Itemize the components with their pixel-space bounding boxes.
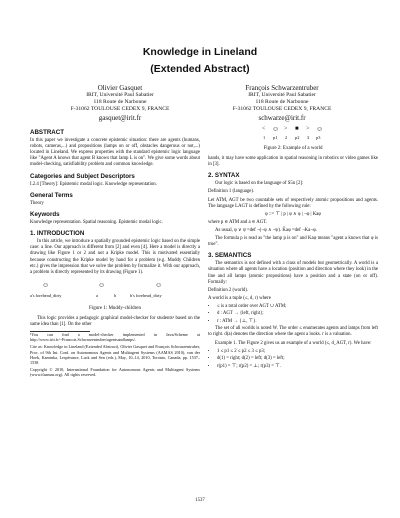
paper-subtitle: (Extended Abstract)	[150, 63, 250, 75]
lamp-icon: ☺	[272, 125, 280, 133]
right-column	[208, 124, 378, 371]
lamp-icon: ☺	[155, 280, 163, 289]
syntax-abbreviations: As usual, φ ∨ ψ =def ¬(¬φ ∧ ¬ψ). K̂aφ =def ¬Ka¬φ.	[215, 227, 317, 233]
footnote: ¹You can find a model-checker implemented in Java/Scheme at http://www.irit.fr/~Francois.Schwarzentruber/agentsandlamps/.	[30, 332, 200, 343]
figure-label: p1	[273, 135, 278, 140]
definition-1-label: Definition 1 (language).	[208, 189, 255, 195]
categories-text: I.2.4 [Theory]: Epistemic modal logic. Knowledge representation.	[30, 181, 157, 187]
figure-label: p3	[316, 135, 321, 140]
author-email: schwarze@irit.fr	[258, 113, 306, 122]
syntax-reading: The formula p is read as "the lamp p is on" and Kaφ means "agent a knows that φ is true".	[208, 236, 378, 248]
lamp-icon: ☺	[42, 280, 50, 289]
list-item: • ≤ is a total order over AGT ∪ ATM;	[217, 304, 378, 310]
author-address: 118 Route de Narbonne	[255, 99, 309, 106]
definition-2-label: Definition 2 (world).	[208, 287, 249, 293]
world-components	[208, 304, 378, 325]
list-item: • d : AGT → {left, right};	[217, 311, 378, 317]
abstract-heading: ABSTRACT	[30, 129, 65, 136]
author-affiliation: IRIT, Université Paul Sabatier	[86, 92, 154, 98]
grammar-rule: φ ::= ⊤ | p | φ ∧ φ | ¬φ | Kaφ	[264, 211, 322, 217]
example-1: Example 1. The Figure 2 gives us an example of a world (≤, d_AGT, r). We have:	[215, 340, 372, 346]
world-definition: A world is a tuple (≤, d, r) where	[208, 295, 271, 301]
figure-1-caption: Figure 1: Muddy-children	[89, 305, 141, 311]
figure-1	[30, 280, 200, 304]
syntax-paragraph: Our logic is based on the language of S5n [2]:	[215, 181, 304, 187]
intro-heading: 1. INTRODUCTION	[30, 230, 85, 238]
example-items	[208, 349, 378, 370]
author-address: 118 Route de Narbonne	[93, 99, 147, 106]
keywords-text: Knowledge representation. Spatial reasoning. Epistemic modal logic.	[30, 220, 163, 226]
list-item: • r : ATM → {⊥, ⊤}.	[217, 319, 378, 325]
semantics-paragraph-2: The set of all worlds is noted W. The order ≤ enumerates agents and lamps from left to right. d(a) denotes the direction where the agent a looks. r is a valuation.	[208, 326, 378, 338]
list-item: • 1 ≤ p1 ≤ 2 ≤ p2 ≤ 3 ≤ p3;	[217, 349, 378, 355]
figure-label: a	[96, 292, 98, 298]
left-column	[30, 125, 200, 380]
figure-label: a's forehead_dirty	[30, 292, 62, 298]
figure-2-caption: Figure 2: Example of a world	[263, 146, 323, 151]
keywords-heading: Keywords	[30, 210, 60, 218]
right-arrow-icon: >	[306, 126, 310, 132]
syntax-definition: Let ATM, AGT be two countable sets of respectively atomic propositions and agents. The language LAGT is defined by the following rule:	[208, 197, 378, 209]
right-arrow-icon: >	[284, 126, 288, 132]
semantics-heading: 3. SEMANTICS	[208, 252, 252, 260]
figure-label: b's forehead_dirty	[130, 292, 162, 298]
figure-label: p2	[295, 135, 300, 140]
left-arrow-icon: <	[262, 126, 266, 132]
list-item: • d(1) = right; d(2) = left; d(3) = left;	[217, 356, 378, 362]
abstract-text: In this paper we investigate a concrete epistemic situation: there are agents (humans, robots, cameras,...) and propositions (lamps on or off, obstacles dangerous or not,...) located in Lineland. We express properties with the standard epistemic logic language like "Agent A knows that agent B knows that lamp L is on". We give some words about model-checking, satisfiability problem and common knowledge.	[30, 138, 200, 168]
agent-icon: ☺	[98, 280, 106, 289]
author-block-2	[207, 84, 357, 122]
syntax-heading: 2. SYNTAX	[208, 172, 240, 180]
lamp-icon: ☺	[316, 125, 324, 133]
page-number: 1537	[195, 498, 205, 503]
list-item: • r(p1) = ⊤; r(p2) = ⊥; r(p3) = ⊤.	[217, 364, 378, 370]
copyright-note: Copyright © 2010, International Foundation for Autonomous Agents and Multiagent Systems (www.ifaamas.org). All rights reserved.	[30, 367, 200, 378]
author-city: F-31062 TOULOUSE CEDEX 9, FRANCE	[70, 106, 170, 113]
semantics-paragraph: The semantics is not defined with a class of models but geometrically. A world is a situation where all agents have a location (position and direction where they look) in the line and all lamps (atomic propositions) have a position and a state (on or off). Formally:	[208, 261, 378, 285]
paper-title: Knowledge in Lineland	[142, 46, 258, 58]
intro-paragraph: In this article, we introduce a spatially grounded epistemic logic based on the simple case: a line. Our approach is different from [2] and even [4]. Here a model is directly a drawing like Figure 1 or 2 and not a Kripke model. This is motivated essentially because constructing the Kripke model by hand for a problem (e.g. Muddy Children etc.) gives the impression that we solve the problem by formalize it. With our approach, a problem is directly represented by its drawing (Figure 1).	[30, 239, 200, 275]
intro-continuation: hands, it may have some application in spatial reasoning in robotics or video games like in [3].	[208, 156, 378, 168]
figure-2	[208, 124, 378, 144]
author-affiliation: IRIT, Université Paul Sabatier	[248, 92, 316, 98]
figure-label: 3	[307, 135, 310, 140]
author-email: gasquet@irit.fr	[98, 113, 142, 122]
intro-paragraph-2: This logic provides a pedagogic graphical model-checker for students¹ based on the same idea than [1]. On the other	[30, 315, 200, 327]
author-name: Olivier Gasquet	[97, 84, 143, 92]
author-block-1	[45, 84, 195, 122]
general-terms-text: Theory	[30, 200, 44, 206]
citation-note: Cite as: Knowledge in Lineland (Extended Abstract), Olivier Gasquet and François Schwarzentruber, Proc. of 9th Int. Conf. on Autonomous Agents and Multiagent Systems (AAMAS 2010), van der Hoek, Kaminka, Lespérance, Luck and Sen (eds.), May, 10–14, 2010, Toronto, Canada, pp. 1537–1538	[30, 344, 200, 366]
general-terms-heading: General Terms	[30, 191, 73, 199]
figure-label: 1	[263, 135, 266, 140]
author-name: François Schwarzentruber	[245, 84, 319, 92]
figure-label: b	[114, 292, 117, 298]
categories-heading: Categories and Subject Descriptors	[30, 172, 135, 180]
square-icon: ■	[295, 126, 299, 132]
figure-label: 2	[285, 135, 288, 140]
author-city: F-31062 TOULOUSE CEDEX 9, FRANCE	[232, 106, 332, 113]
grammar-where: where p ∈ ATM and a ∈ AGT.	[208, 219, 267, 225]
